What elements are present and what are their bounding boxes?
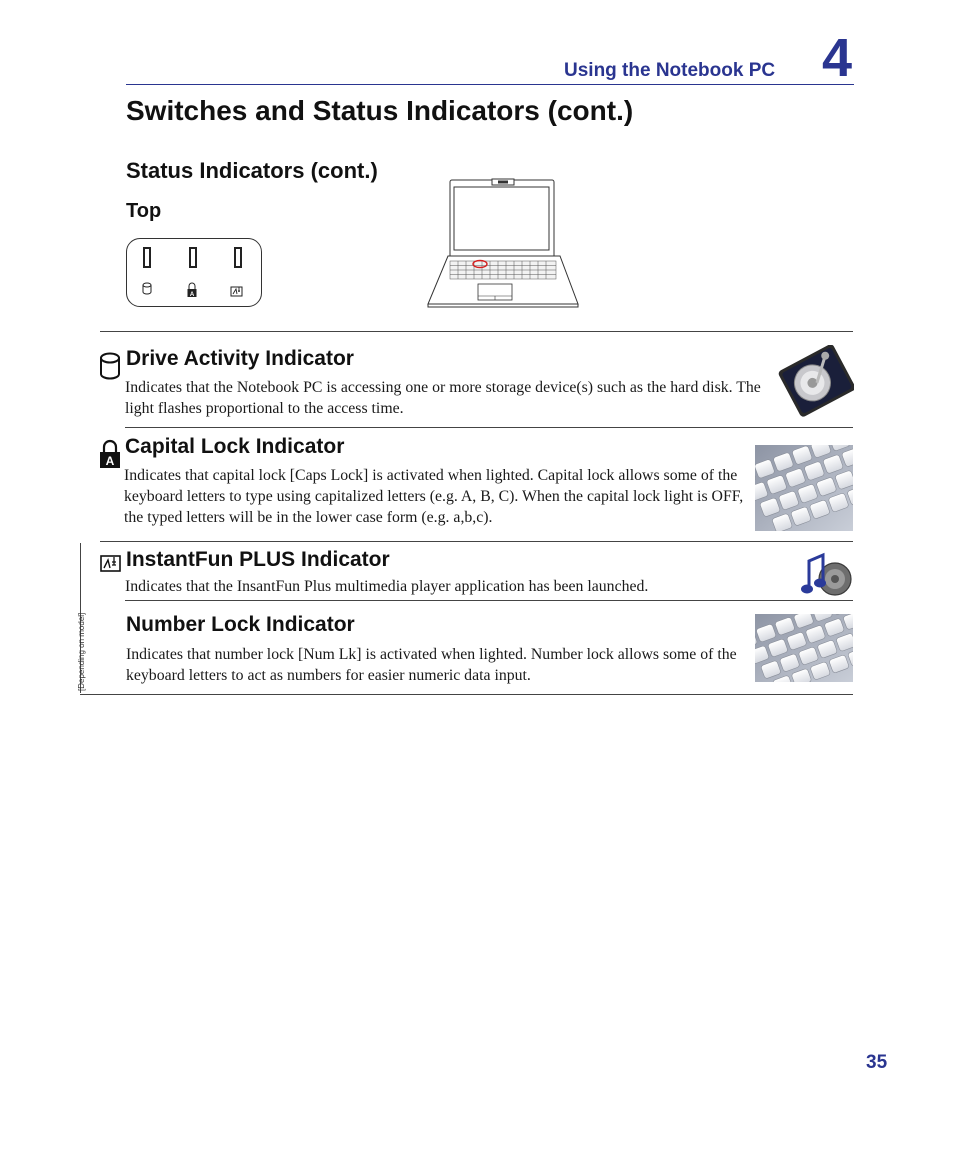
instantfun-icon [100,553,122,573]
capital-lock-icon [188,283,197,298]
capital-lock-title: Capital Lock Indicator [125,435,345,458]
music-speaker-image [801,551,853,599]
capital-lock-text: Indicates that capital lock [Caps Lock] is activated when lighted. Capital lock allows some of the keyboard letters to type using capitalized letters (e.g. A, B, C). When the capital lock light is OFF, the typed letters will be in the lower case form (e.g. a,b,c). [124,467,744,526]
drive-activity-title: Drive Activity Indicator [126,347,354,370]
page-number: 35 [866,1052,888,1073]
svg-text:A: A [105,454,115,468]
divider [80,694,853,695]
instantfun-title: InstantFun PLUS Indicator [126,548,390,571]
drive-activity-text: Indicates that the Notebook PC is accessing one or more storage device(s) such as the hard disk. The light flashes proportional to the access time. [125,379,761,417]
hard-disk-image [778,345,854,417]
number-lock-text: Indicates that number lock [Num Lk] is activated when lighted. Number lock allows some of the keyboard letters to act as numbers for easier numeric data input. [126,646,737,684]
drive-activity-icon [143,283,151,294]
sub-title: Top [126,200,162,222]
svg-text:A: A [189,292,195,298]
indicator-panel [126,238,262,307]
divider [125,600,853,601]
instantfun-text: Indicates that the InsantFun Plus multimedia player application has been launched. [125,578,649,595]
divider [100,331,853,332]
capital-lock-icon [99,439,121,469]
side-note [74,547,94,691]
divider [100,541,853,542]
divider [125,427,853,428]
keyboard-image [755,445,853,531]
instantfun-icon [231,287,242,296]
number-lock-title: Number Lock Indicator [126,613,355,636]
drive-activity-icon [99,352,123,382]
chapter-number: 4 [822,28,853,88]
chapter-label: Using the Notebook PC [564,60,776,81]
section-title: Status Indicators (cont.) [126,158,378,183]
header-rule [126,84,854,85]
laptop-illustration [426,176,582,310]
side-note-text: [Depending on model] [77,612,86,691]
page-title: Switches and Status Indicators (cont.) [126,95,634,126]
keyboard-image [755,614,853,682]
indicator-panel-graphic [127,239,261,306]
